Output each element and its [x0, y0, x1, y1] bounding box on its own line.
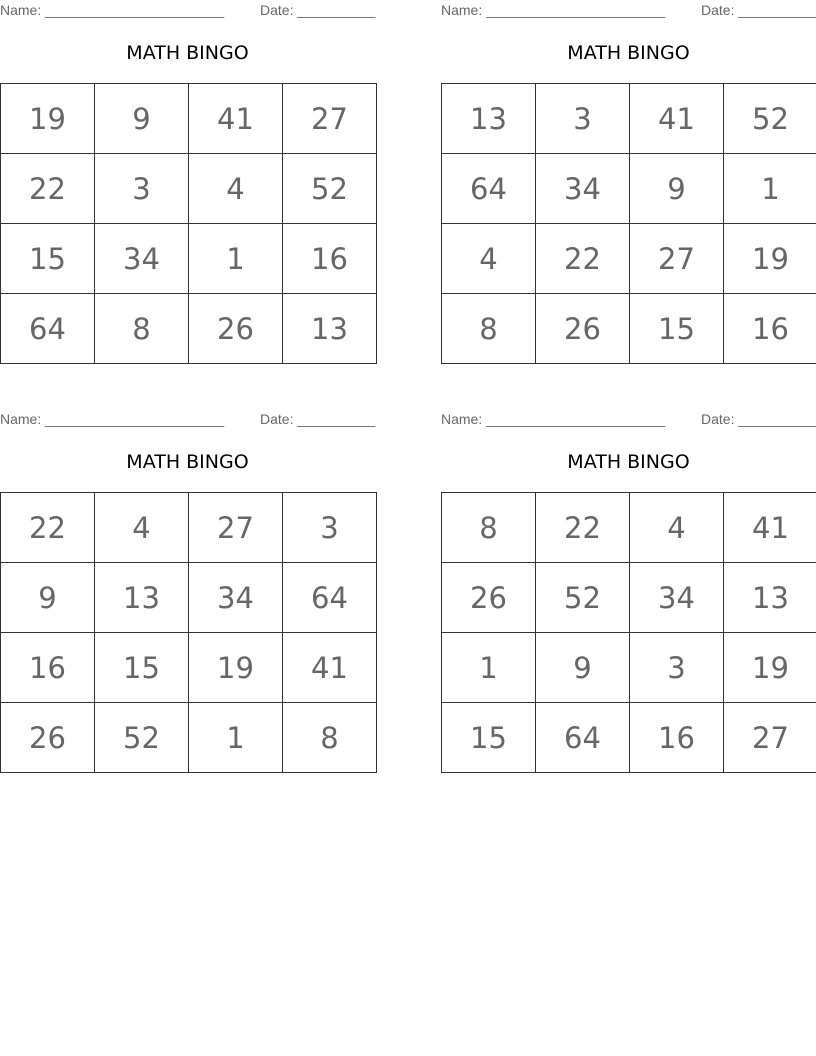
- grid-cell: 1: [724, 154, 816, 224]
- grid-row: [1, 84, 377, 154]
- grid-cell: 19: [724, 224, 816, 294]
- grid-cell: 16: [283, 224, 377, 294]
- grid-row: [442, 703, 816, 773]
- grid-cell: 8: [283, 703, 377, 773]
- date-field-label: Date: __________: [260, 2, 376, 18]
- grid-cell: 27: [189, 493, 283, 563]
- date-field-label: Date: __________: [260, 411, 376, 427]
- grid-cell: 26: [536, 294, 630, 364]
- grid-cell: 19: [724, 633, 816, 703]
- grid-cell: 41: [630, 84, 724, 154]
- grid-cell: 19: [189, 633, 283, 703]
- grid-cell: 41: [189, 84, 283, 154]
- grid-cell: 15: [630, 294, 724, 364]
- grid-cell: 9: [536, 633, 630, 703]
- grid-cell: 15: [442, 703, 536, 773]
- grid-cell: 15: [95, 633, 189, 703]
- grid-cell: 34: [95, 224, 189, 294]
- bingo-card-3: [0, 409, 376, 755]
- bingo-card-1: [0, 0, 376, 346]
- grid-cell: 8: [442, 493, 536, 563]
- grid-cell: 41: [724, 493, 816, 563]
- grid-row: [442, 224, 816, 294]
- grid-cell: 22: [536, 224, 630, 294]
- grid-row: [1, 154, 377, 224]
- card-header: [441, 0, 816, 22]
- grid-cell: 26: [189, 294, 283, 364]
- grid-row: [1, 493, 377, 563]
- grid-cell: 27: [283, 84, 377, 154]
- grid-cell: 41: [283, 633, 377, 703]
- grid-cell: 22: [536, 493, 630, 563]
- grid-cell: 1: [189, 224, 283, 294]
- card-title: MATH BINGO: [126, 451, 249, 473]
- bingo-grid: [0, 492, 377, 773]
- grid-cell: 26: [442, 563, 536, 633]
- grid-cell: 16: [724, 294, 816, 364]
- grid-cell: 3: [630, 633, 724, 703]
- grid-cell: 19: [1, 84, 95, 154]
- grid-cell: 64: [536, 703, 630, 773]
- grid-cell: 15: [1, 224, 95, 294]
- name-field-label: Name: _______________________: [0, 2, 225, 18]
- grid-cell: 8: [442, 294, 536, 364]
- grid-cell: 1: [442, 633, 536, 703]
- grid-cell: 27: [724, 703, 816, 773]
- grid-row: [442, 633, 816, 703]
- grid-cell: 16: [630, 703, 724, 773]
- card-title: MATH BINGO: [567, 451, 690, 473]
- bingo-grid: [441, 83, 816, 364]
- bingo-card-2: [441, 0, 816, 346]
- card-title: MATH BINGO: [126, 42, 249, 64]
- grid-cell: 4: [442, 224, 536, 294]
- grid-cell: 52: [536, 563, 630, 633]
- grid-cell: 27: [630, 224, 724, 294]
- grid-row: [1, 703, 377, 773]
- grid-row: [442, 84, 816, 154]
- grid-cell: 13: [724, 563, 816, 633]
- date-field-label: Date: __________: [701, 2, 816, 18]
- grid-row: [1, 633, 377, 703]
- grid-cell: 52: [724, 84, 816, 154]
- grid-cell: 4: [189, 154, 283, 224]
- grid-cell: 64: [283, 563, 377, 633]
- card-header: [441, 409, 816, 431]
- grid-cell: 3: [283, 493, 377, 563]
- grid-row: [1, 563, 377, 633]
- name-field-label: Name: _______________________: [441, 411, 666, 427]
- grid-cell: 64: [442, 154, 536, 224]
- grid-row: [442, 493, 816, 563]
- grid-row: [1, 224, 377, 294]
- grid-cell: 4: [630, 493, 724, 563]
- bingo-card-4: [441, 409, 816, 755]
- grid-cell: 13: [442, 84, 536, 154]
- grid-cell: 34: [536, 154, 630, 224]
- grid-cell: 34: [189, 563, 283, 633]
- grid-cell: 64: [1, 294, 95, 364]
- card-header: [0, 409, 375, 431]
- grid-cell: 34: [630, 563, 724, 633]
- grid-cell: 22: [1, 154, 95, 224]
- bingo-grid: [441, 492, 816, 773]
- grid-cell: 9: [1, 563, 95, 633]
- grid-cell: 52: [95, 703, 189, 773]
- grid-cell: 13: [95, 563, 189, 633]
- grid-cell: 1: [189, 703, 283, 773]
- card-title: MATH BINGO: [567, 42, 690, 64]
- name-field-label: Name: _______________________: [0, 411, 225, 427]
- grid-row: [1, 294, 377, 364]
- bingo-grid: [0, 83, 377, 364]
- grid-cell: 3: [95, 154, 189, 224]
- grid-cell: 26: [1, 703, 95, 773]
- card-header: [0, 0, 375, 22]
- name-field-label: Name: _______________________: [441, 2, 666, 18]
- grid-cell: 3: [536, 84, 630, 154]
- grid-cell: 9: [95, 84, 189, 154]
- grid-cell: 52: [283, 154, 377, 224]
- grid-row: [442, 154, 816, 224]
- grid-cell: 9: [630, 154, 724, 224]
- grid-cell: 22: [1, 493, 95, 563]
- grid-row: [442, 563, 816, 633]
- grid-cell: 13: [283, 294, 377, 364]
- date-field-label: Date: __________: [701, 411, 816, 427]
- grid-cell: 16: [1, 633, 95, 703]
- grid-row: [442, 294, 816, 364]
- grid-cell: 4: [95, 493, 189, 563]
- grid-cell: 8: [95, 294, 189, 364]
